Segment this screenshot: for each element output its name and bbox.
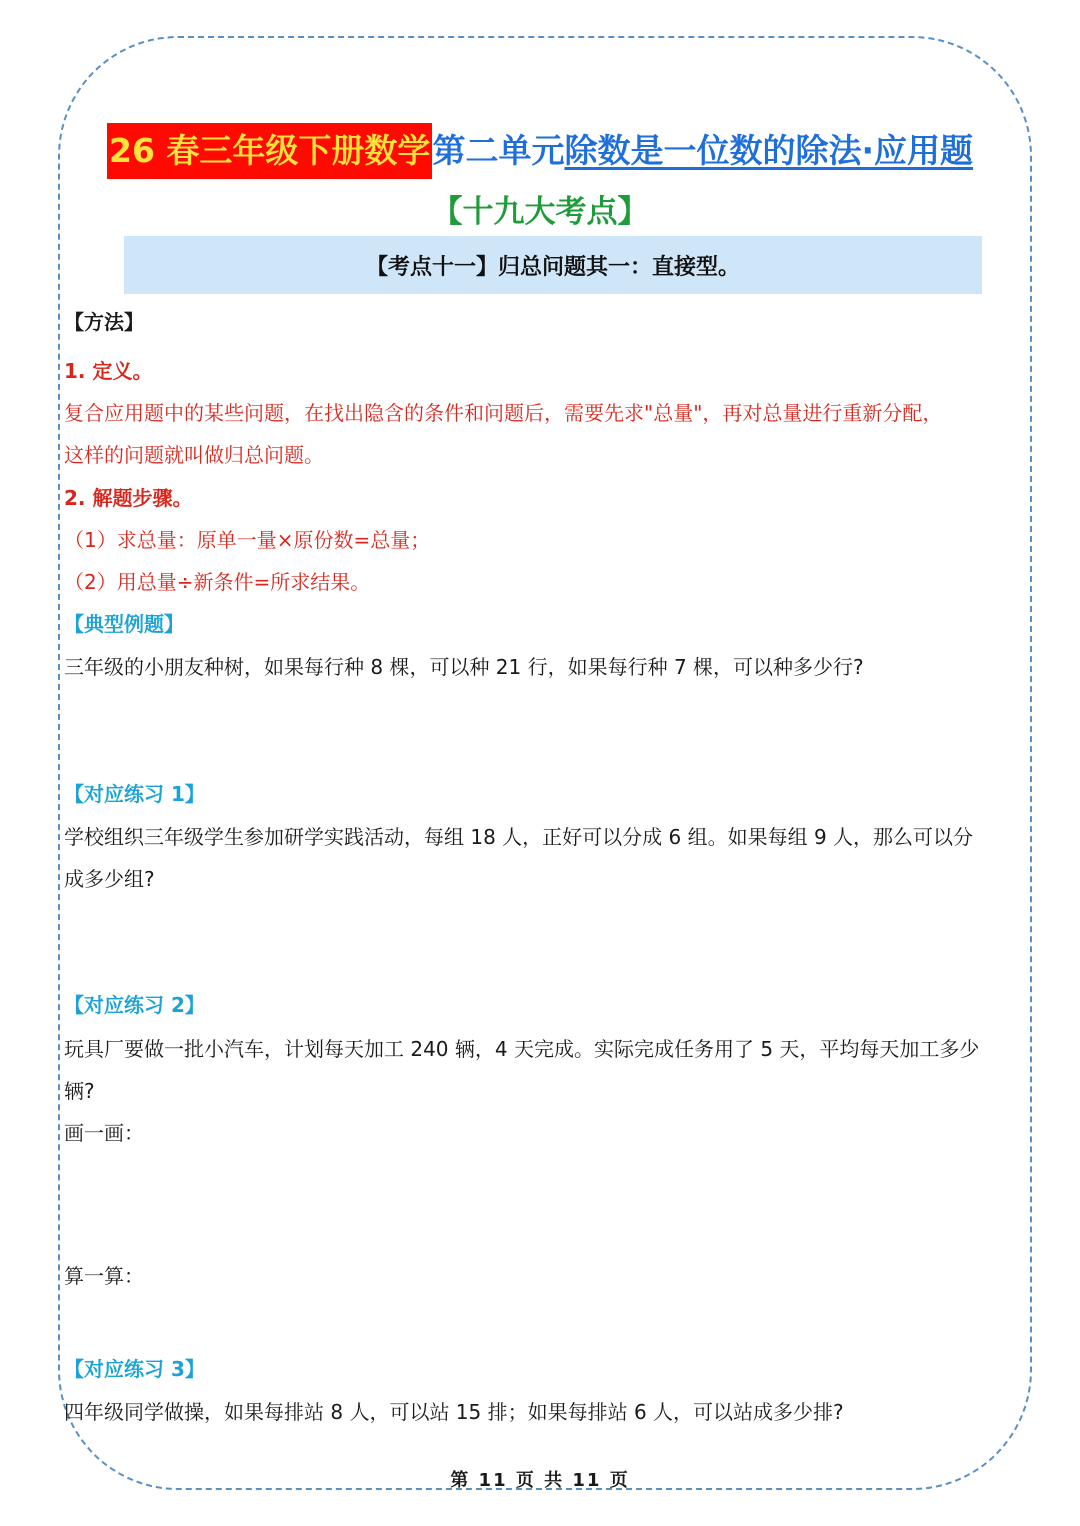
- practice-3-question: 四年级同学做操，如果每排站 8 人，可以站 15 排；如果每排站 6 人，可以站成多少排?: [64, 1400, 844, 1424]
- topic-title: 【考点十一】归总问题其一：直接型。: [365, 254, 740, 280]
- practice-2-question-line-1: 玩具厂要做一批小汽车，计划每天加工 240 辆，4 天完成。实际完成任务用了 5 天，平均每天加工多少: [64, 1037, 980, 1061]
- steps-heading: 2. 解题步骤。: [64, 486, 193, 510]
- method-heading: 【方法】: [64, 310, 144, 334]
- draw-label: 画一画：: [64, 1121, 144, 1145]
- definition-line-2: 这样的问题就叫做归总问题。: [64, 443, 324, 467]
- definition-line-1: 复合应用题中的某些问题，在找出隐含的条件和问题后，需要先求"总量"，再对总量进行重新分配，: [64, 401, 943, 425]
- practice-2-question-line-2: 辆?: [64, 1079, 95, 1103]
- example-question: 三年级的小朋友种树，如果每行种 8 棵，可以种 21 行，如果每行种 7 棵，可以种多少行?: [64, 655, 864, 679]
- definition-heading: 1. 定义。: [64, 359, 153, 383]
- step-1: （1）求总量：原单一量×原份数=总量；: [64, 528, 431, 552]
- practice-3-heading: 【对应练习 3】: [64, 1357, 205, 1381]
- practice-2-heading: 【对应练习 2】: [64, 993, 205, 1017]
- page-title: [0, 122, 1080, 180]
- title-red-part: 26 春三年级下册数学: [107, 123, 432, 179]
- calc-label: 算一算：: [64, 1264, 144, 1288]
- practice-1-question-line-1: 学校组织三年级学生参加研学实践活动，每组 18 人，正好可以分成 6 组。如果每组 9 人，那么可以分: [64, 825, 974, 849]
- subtitle: 【十九大考点】: [431, 194, 649, 230]
- step-2: （2）用总量÷新条件=所求结果。: [64, 570, 371, 594]
- topic-bar: [124, 236, 982, 294]
- title-underlined-part: 除数是一位数的除法·应用题: [564, 131, 973, 170]
- practice-1-heading: 【对应练习 1】: [64, 782, 205, 806]
- page-number-footer: 第 11 页 共 11 页: [450, 1470, 630, 1491]
- title-blue-part: 第二单元: [432, 131, 565, 170]
- example-heading: 【典型例题】: [64, 612, 184, 636]
- practice-1-question-line-2: 成多少组?: [64, 867, 155, 891]
